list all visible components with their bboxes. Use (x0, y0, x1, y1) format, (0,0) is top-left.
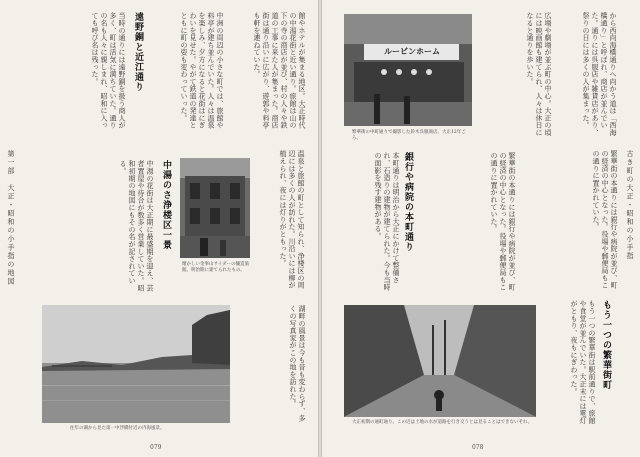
text-column: もう一つの繁華街は駅前通りで、旅館や食堂が並んでいた。大正末には電灯がともり、夜もにぎわった。 (570, 300, 596, 425)
photo-caption: 大正初期の通町通り。この辺は土地の水が道路を行き交うとは見ることはできないそれ。 (352, 420, 533, 425)
text-column: 館やホテルが集まる地区。大正時代の中湯花街と近い通り。旅館は山の下の寺の商店が並び、村の人々や鉄道の工事に来た人が集まった。商店街は通り沿いに広がり、遊郭や料亭も軒を連ねていた。 (253, 12, 306, 129)
section-heading: 遠野銅と近江通り (133, 12, 143, 92)
text-column: 温泉と旅館の町として知られ、浄楼区の周辺には多くの人が訪れた。川沿いには柳が植えられ、夜には灯りがともった。 (279, 150, 305, 289)
text-column: から西向海橋通りへ向かう道は「西海橋通り」と呼ばれ、商店が並んでいた。通りには呉服店や雑貨店があり、祭りの日には多くの人が集まった。 (582, 12, 617, 137)
photo-lake-view (42, 305, 230, 423)
photo-caption: 懐かしい金事山サイダーの醸造旅館。明治期に建てられたもの。 (182, 262, 250, 273)
page-side-title: 第一部 大正・昭和の小手指の地図 (7, 150, 15, 286)
text-column: 本町通りは明治から大正にかけて整備され、石造りの建物が建てられた。今も当時の面影を残す建物がある。 (374, 152, 400, 291)
photo-shop-street (344, 14, 472, 126)
text-column: 広場や劇場が並ぶ町の中心。大正の頃には映画館も建てられ、人々は休日になると通りを歩いた。 (526, 12, 552, 137)
left-page (0, 0, 318, 457)
page-number: 079 (150, 444, 162, 451)
text-column: 湖畔の風景は今も昔も変わらず、多くの写真家がこの地を訪れた。 (289, 305, 306, 422)
shop-sign: ルービンホーム (384, 47, 440, 56)
photo-town-street (344, 305, 536, 417)
text-column: 繁華街の本通りには銀行や病院が並び、町の経済の中心となった。役場や郵便局もこの通りに置かれていた。 (592, 150, 618, 289)
page-side-title: 古き町の大正・昭和の小手指 (626, 150, 634, 261)
text-column: 繁華街の本通りには銀行や病院が並び、町の経済の中心となった。役場や郵便局もこの通りに置かれていた。 (490, 152, 516, 291)
right-page (322, 0, 640, 457)
text-column: 当時の通りには遠野銅を扱う商人が多く、町は活気に満ちていた。通りの名も人々に親しまれ、昭和に入っても呼び名は残った。 (91, 12, 126, 129)
photo-old-building (180, 158, 250, 258)
page-number: 078 (472, 444, 484, 451)
photo-caption: 往年の湖から見た第一中浮橋付近の内海風景。 (70, 426, 165, 431)
section-heading: もう一つの繁華街町 (601, 300, 611, 390)
section-heading: 中湯のさ浄楼区一景 (161, 160, 171, 250)
text-column: 中湯の花街は大正期に最盛期を迎え、芸者置屋や待合が数多く営業していた。昭和初期の地図にもその名が記されている。 (119, 160, 154, 292)
photo-caption: 繁華街の中町通りで撮影した鈴木呉服商店。大正12年ごろ。 (352, 130, 466, 141)
text-column: 中洲の周辺の小さな町では、旅館や料亭が建ち並んでいた。人々は温泉を楽しみ、夕方になると花街はにぎわいを見せた。やがて鉄道の発達とともに町の姿も変わっていった。 (180, 12, 224, 129)
section-heading: 銀行や病院の本町通り (403, 152, 413, 252)
